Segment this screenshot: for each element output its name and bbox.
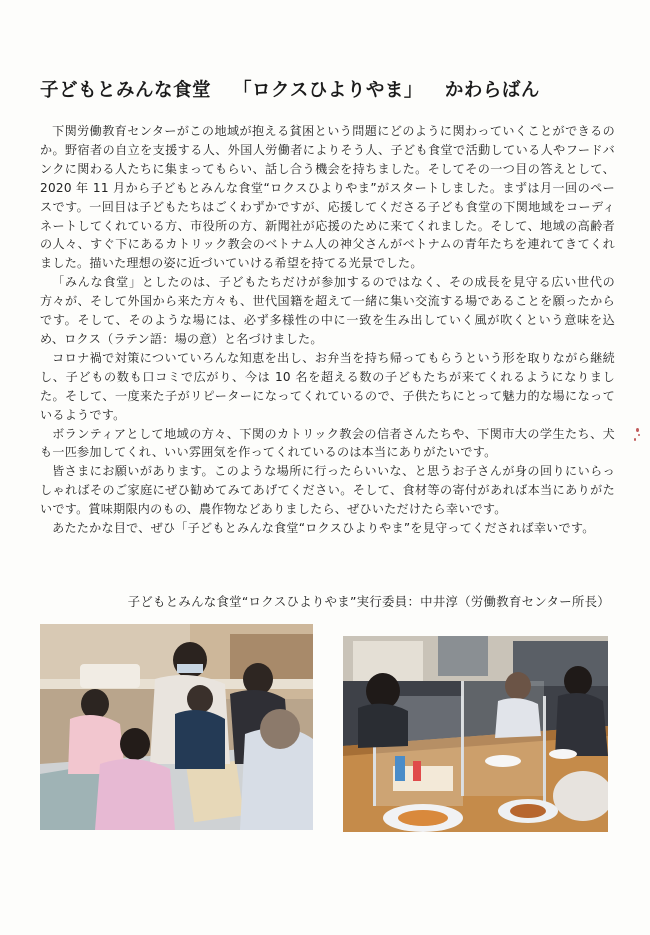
paragraph: コロナ禍で対策についていろんな知恵を出し、お弁当を持ち帰ってもらうという形を取りながら継続し、子どもの数も口コミで広がり、今は 10 名を超える数の子どもたちが来てくれるようになりました。そして、一度来た子がリピーターになってくれているので、子供たちにとって魅力的な場になっているようです。 <box>40 350 615 422</box>
paper-speck <box>638 434 640 436</box>
paper-speck <box>636 428 639 432</box>
paragraph: あたたかな目で、ぜひ「子どもとみんな食堂“ロクスひよりやま”を見守ってくだされば幸いです。 <box>52 521 595 536</box>
photo-children-activity <box>40 624 313 830</box>
title-author: かわらばん <box>444 80 540 101</box>
paper-speck <box>634 438 636 441</box>
title-main: 子どもとみんな食堂 <box>40 80 212 101</box>
photo-dining-table <box>343 636 608 832</box>
paragraph: 皆さまにお願いがあります。このような場所に行ったらいいな、と思うお子さんが身の回りにいらっしゃればそのご家庭にぜひ勧めてみてあげてください。そして、食材等の寄付があれば本当にありがたいです。賞味期限内のもの、農作物などありましたら、ぜひいただけたら幸いです。 <box>40 464 615 517</box>
paragraph: 下関労働教育センターがこの地域が抱える貧困という問題にどのように関わっていくことができるのか。野宿者の自立を支援する人、外国人労働者によりそう人、子ども食堂で活動している人やフードバンクに関わる人たちに集まってもらい、話し合う機会を持ちました。そしてその一つ目の答えとして、2020 年 11 月から子どもとみんな食堂“ロクスひよりやま”がスタートしました。まずは月一回のペースです。一回目は子どもたちはごくわずかですが、応援してくださる子ども食堂の下関地域をコーディネートしてくれている方、市役所の方、新聞社が応援のために来てくれました。そして、地域の高齢者の人々、すぐ下にあるカトリック教会のベトナム人の神父さんがベトナムの青年たちを連れてきてくれました。描いた理想の姿に近づいていける希望を持てる光景でした。 <box>40 124 615 271</box>
article-body <box>40 122 615 538</box>
paragraph: ボランティアとして地域の方々、下関のカトリック教会の信者さんたちや、下関市大の学生たち、犬も一匹参加してくれ、いい雰囲気を作ってくれているのは本当にありがたいです。 <box>40 426 615 460</box>
title-name: 「ロクスひよりやま」 <box>233 80 423 101</box>
page-title <box>40 76 620 102</box>
signature: 子どもとみんな食堂“ロクスひよりやま”実行委員：中井淳（労働教育センター所長） <box>127 594 610 609</box>
paragraph: 「みんな食堂」としたのは、子どもたちだけが参加するのではなく、その成長を見守る広い世代の方々が、そして外国から来た方々も、世代国籍を超えて一緒に集い交流する場であることを願ったからです。そして、そのような場には、必ず多様性の中に一致を生み出していく風が吹くという意味を込め、ロクス（ラテン語：場の意）と名づけました。 <box>40 275 615 346</box>
